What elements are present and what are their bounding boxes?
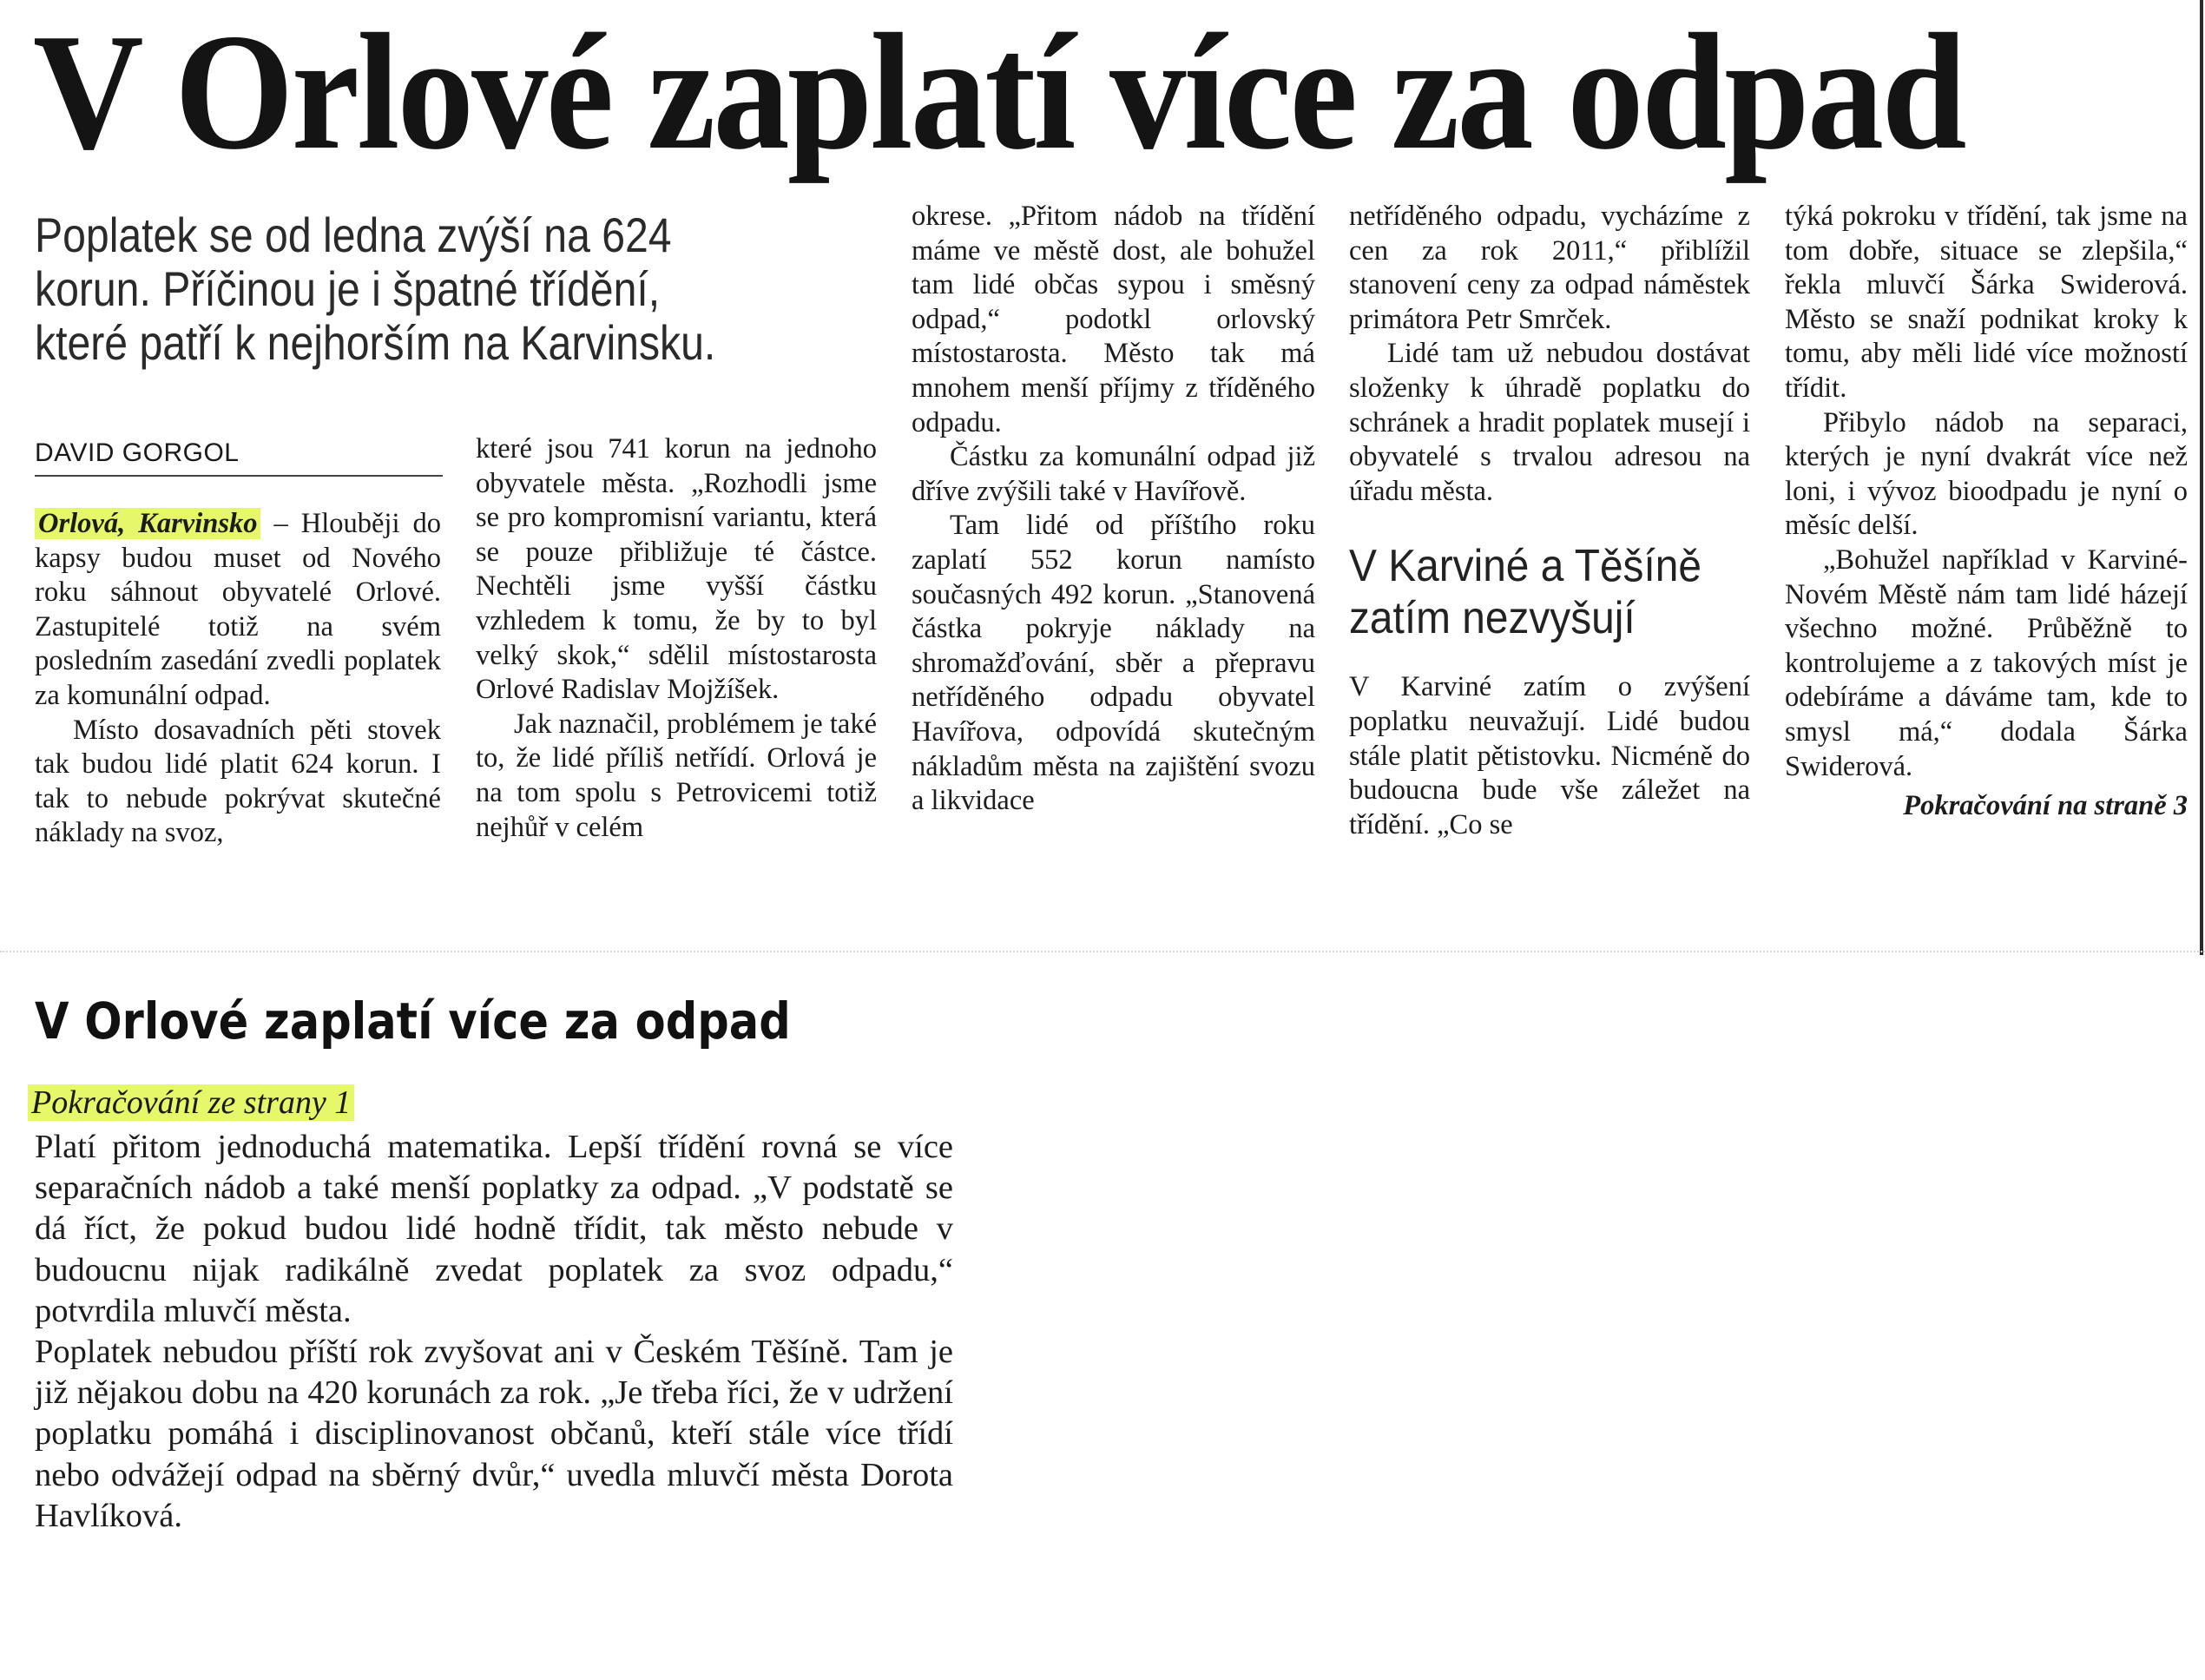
paragraph: Částku za komunální odpad již dříve zvýšili také v Havířově. [912, 441, 1315, 507]
article-headline: V Orlové zaplatí více za odpad [33, 0, 1965, 184]
column-4 [1349, 200, 1750, 842]
paragraph-text: – Hlouběji do kapsy budou muset od Nového roku sáhnout obyvatelé Orlové. Zastupitelé totiž na svém posledním zasedání zvedli poplatek za komunální odpad. [35, 508, 441, 711]
dateline: Orlová, Karvinsko [35, 508, 260, 539]
section-divider [0, 951, 2205, 954]
subheading: V Karviné a Těšíně zatím nezvyšují [1349, 541, 1701, 644]
column-1 [35, 507, 441, 851]
continuation-body [35, 1127, 953, 1537]
paragraph: okrese. „Přitom nádob na třídění máme ve městě dost, ale bohužel tam lidé občas sypou i směsný odpad,“ podotkl orlovský místostarosta. Město tak má mnohem menší příjmy z tříděného odpadu. [912, 201, 1315, 438]
paragraph: Tam lidé od příštího roku zaplatí 552 korun namísto současných 492 korun. „Stanovená částka pokryje náklady na shromažďování, sběr a přepravu netříděného odpadu obyvatel Havířova, odpovídá skutečným nákladům města na zajištění svozu a likvidace [912, 510, 1315, 817]
paragraph [35, 507, 441, 714]
column-5 [1785, 200, 2188, 824]
article-deck: Poplatek se od ledna zvýší na 624 korun. Příčinou je i špatné třídění, které patří k nejhorším na Karvinsku. [35, 208, 716, 370]
paragraph: Přibylo nádob na separaci, kterých je nyní dvakrát více než loni, i vývoz bioodpadu je nyní o měsíc delší. [1785, 406, 2188, 542]
paragraph: Lidé tam už nebudou dostávat složenky k úhradě poplatku do schránek a hradit poplatek musejí i obyvatelé s trvalou adresou na úřadu města. [1349, 338, 1750, 507]
paragraph: Poplatek nebudou příští rok zvyšovat ani v Českém Těšíně. Tam je již nějakou dobu na 420 korunách za rok. „Je třeba říci, že v udržení poplatku pomáhá i disciplinovanost občanů, kteří stále více třídí nebo odvážejí odpad na sběrný dvůr,“ uvedla mluvčí města Dorota Havlíková. [35, 1334, 953, 1534]
continuation-headline: V Orlové zaplatí více za odpad [35, 992, 791, 1051]
paragraph: které jsou 741 korun na jednoho obyvatele města. „Rozhodli jsme se pro kompromisní variantu, která se pouze přibližuje té částce. Nechtěli jsme vyšší částku vzhledem k tomu, že by to byl velký skok,“ sdělil místostarosta Orlové Radislav Mojžíšek. [476, 433, 877, 706]
continued-note: Pokračování na straně 3 [1903, 790, 2188, 822]
continuation-kicker [28, 1083, 354, 1123]
column-3 [912, 200, 1315, 819]
paragraph: „Bohužel například v Karviné-Novém Městě nám tam lidé házejí všechno možné. Průběžně to kontrolujeme a z takových míst je odebíráme a dáváme tam, kde to smysl má,“ dodala Šárka Swiderová. [1785, 544, 2188, 782]
paragraph: V Karviné zatím o zvýšení poplatku neuvažují. Lidé budou stále platit pětistovku. Nicméně do budoucna bude vše záležet na třídění. „Co se [1349, 671, 1750, 840]
paragraph: Jak naznačil, problémem je také to, že lidé příliš netřídí. Orlová je na tom spolu s Petrovicemi totiž nejhůř v celém [476, 708, 877, 843]
byline: DAVID GORGOL [35, 438, 443, 477]
paragraph: Místo dosavadních pěti stovek tak budou lidé platit 624 korun. I tak to nebude pokrývat skutečné náklady na svoz, [35, 714, 441, 849]
paragraph: netříděného odpadu, vycházíme z cen za rok 2011,“ přiblížil stanovení ceny za odpad náměstek primátora Petr Smrček. [1349, 201, 1750, 335]
paragraph: týká pokroku v třídění, tak jsme na tom dobře, situace se zlepšila,“ řekla mluvčí Šárka Swiderová. Město se snaží podnikat kroky k tomu, aby měli lidé více možností třídit. [1785, 201, 2188, 404]
page-edge-rule [2200, 0, 2203, 955]
paragraph: Platí přitom jednoduchá matematika. Lepší třídění rovná se více separačních nádob a také menší poplatky za odpad. „V podstatě se dá říct, že pokud budou lidé hodně třídit, tak město nebude v budoucnu nijak radikálně zvedat poplatek za svoz odpadu,“ potvrdila mluvčí města. [35, 1129, 953, 1329]
kicker-text: Pokračování ze strany 1 [28, 1084, 354, 1121]
column-2 [476, 432, 877, 845]
